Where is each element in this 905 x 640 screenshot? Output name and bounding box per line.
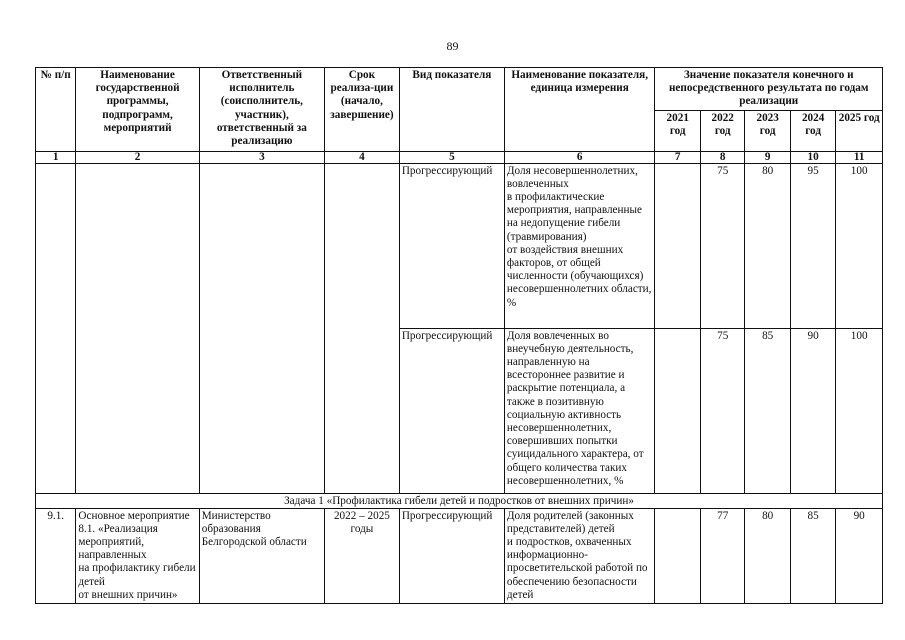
- cell-no-empty: [36, 163, 76, 493]
- column-number: 5: [399, 151, 504, 163]
- header-indicator-type: Вид показателя: [399, 68, 504, 152]
- header-year-2024: 2024 год: [790, 110, 835, 151]
- value-2021: [655, 163, 700, 328]
- value-2025: 90: [836, 508, 883, 603]
- header-indicator-name: Наименование показателя, единица измерения: [504, 68, 655, 152]
- task-row: [36, 493, 883, 508]
- column-number: 2: [76, 151, 199, 163]
- value-2023: 85: [745, 328, 790, 493]
- header-year-2021: 2021 год: [655, 110, 700, 151]
- page-number: 89: [446, 39, 459, 53]
- event-term: 2022 – 2025 годы: [325, 508, 400, 603]
- column-numbers-row: [36, 151, 883, 163]
- table-row: [36, 163, 883, 328]
- value-2022: 75: [700, 328, 744, 493]
- value-2024: 90: [790, 328, 835, 493]
- value-2021: [655, 328, 700, 493]
- column-number: 7: [655, 151, 700, 163]
- value-2022: 75: [700, 163, 744, 328]
- indicators-table: [35, 67, 883, 604]
- cell-name-empty: [76, 163, 199, 493]
- value-2023: 80: [745, 163, 790, 328]
- column-number: 10: [790, 151, 835, 163]
- value-2024: 95: [790, 163, 835, 328]
- value-2024: 85: [790, 508, 835, 603]
- header-term: Срок реализа-ции (начало, завершение): [325, 68, 400, 152]
- indicator-type: Прогрессирующий: [399, 508, 504, 603]
- indicator-type: Прогрессирующий: [399, 328, 504, 493]
- cell-term-empty: [325, 163, 400, 493]
- indicator-name: Доля вовлеченных во внеучебную деятельность, направленную на всестороннее развитие и раскрытие потенциала, а также в позитивную социальную активность несовершеннолетних, совершивших попытки суицидального характера, от общего количества таких несовершеннолетних, %: [504, 328, 655, 493]
- column-number: 11: [836, 151, 883, 163]
- header-values-group: Значение показателя конечного и непосредственного результата по годам реализации: [655, 68, 883, 111]
- header-row: [36, 68, 883, 111]
- column-number: 8: [700, 151, 744, 163]
- header-executor: Ответственный исполнитель (соисполнитель, участник), ответственный за реализацию: [199, 68, 324, 152]
- column-number: 3: [199, 151, 324, 163]
- indicator-type: Прогрессирующий: [399, 163, 504, 328]
- indicator-name: Доля несовершеннолетних, вовлеченных в профилактические мероприятия, направленные на недопущение гибели (травмирования) от воздействия внешних факторов, от общей численности (обучающихся) несовершеннолетних области, %: [504, 163, 655, 328]
- column-number: 6: [504, 151, 655, 163]
- value-2023: 80: [745, 508, 790, 603]
- event-no: 9.1.: [36, 508, 76, 603]
- table-row: [36, 508, 883, 603]
- task-title: Задача 1 «Профилактика гибели детей и подростков от внешних причин»: [36, 493, 883, 508]
- event-executor: Министерство образования Белгородской области: [199, 508, 324, 603]
- value-2021: [655, 508, 700, 603]
- column-number: 4: [325, 151, 400, 163]
- header-name: Наименование государственной программы, подпрограмм, мероприятий: [76, 68, 199, 152]
- value-2025: 100: [836, 328, 883, 493]
- indicator-name: Доля родителей (законных представителей) детей и подростков, охваченных информационно-просветительской работой по обеспечению безопасности детей: [504, 508, 655, 603]
- cell-executor-empty: [199, 163, 324, 493]
- event-name: Основное мероприятие 8.1. «Реализация мероприятий, направленных на профилактику гибели детей от внешних причин»: [76, 508, 199, 603]
- header-year-2025: 2025 год: [836, 110, 883, 151]
- value-2025: 100: [836, 163, 883, 328]
- header-no: № п/п: [36, 68, 76, 152]
- column-number: 9: [745, 151, 790, 163]
- value-2022: 77: [700, 508, 744, 603]
- header-year-2022: 2022 год: [700, 110, 744, 151]
- column-number: 1: [36, 151, 76, 163]
- header-year-2023: 2023 год: [745, 110, 790, 151]
